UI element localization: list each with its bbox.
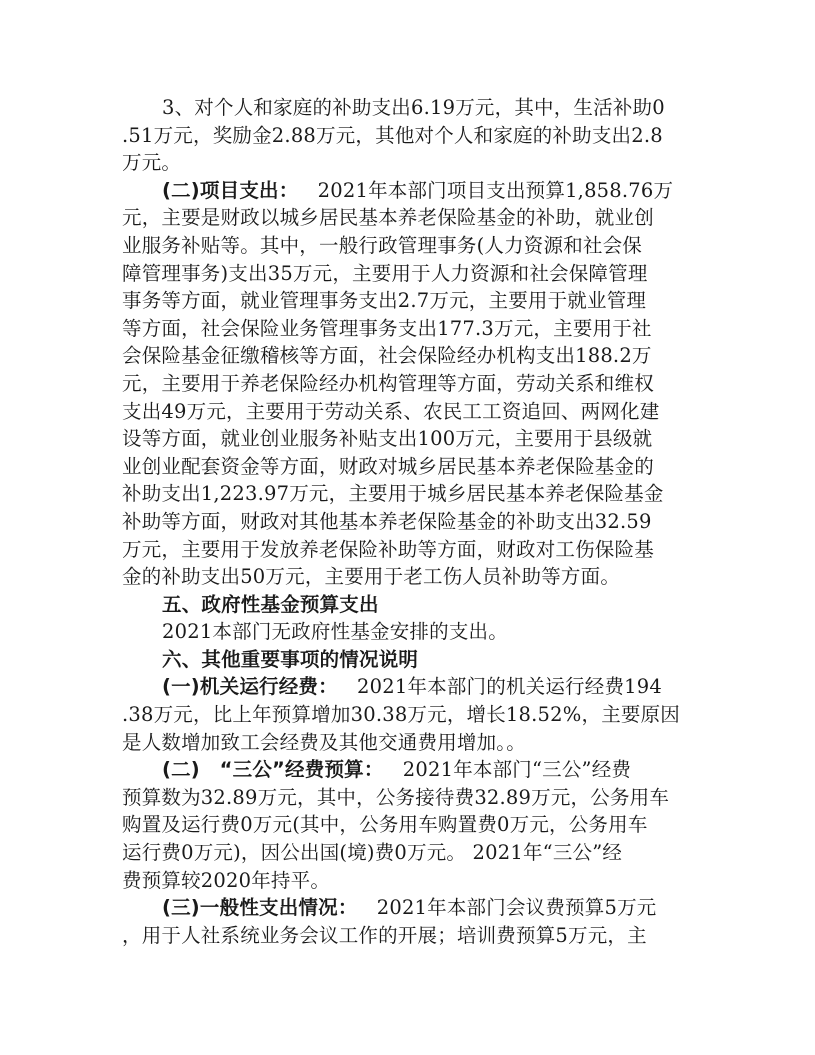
- paragraph-text: 2021年本部门“三公”经费: [402, 758, 632, 782]
- paragraph-line: 支出49万元，主要用于劳动关系、农民工工资追回、两网化建: [122, 399, 660, 423]
- paragraph-line: 是人数增加致工会经费及其他交通费用增加。。: [122, 730, 526, 754]
- paragraph-line: 费预算较2020年持平。: [122, 868, 331, 892]
- paragraph-line: 2021本部门无政府性基金安排的支出。: [162, 620, 508, 644]
- paragraph-line: 会保险基金征缴稽核等方面，社会保险经办机构支出188.2万: [122, 344, 652, 368]
- project-expense-first-line: [122, 177, 702, 205]
- paragraph-line: 等方面，社会保险业务管理事务支出177.3万元，主要用于社: [122, 316, 652, 340]
- paragraph-line: 障管理事务)支出35万元，主要用于人力资源和社会保障管理: [122, 261, 648, 285]
- paragraph-text: 2021年本部门的机关运行经费194: [357, 675, 662, 699]
- paragraph-line: 设等方面，就业创业服务补贴支出100万元，主要用于县级就: [122, 427, 653, 451]
- paragraph-line: 元，主要用于养老保险经办机构管理等方面，劳动关系和维权: [122, 371, 654, 395]
- paragraph-line: 事务等方面，就业管理事务支出2.7万元，主要用于就业管理: [122, 289, 647, 313]
- three-public-first-line: [122, 756, 702, 784]
- paragraph-line: 补助等方面，财政对其他基本养老保险基金的补助支出32.59: [122, 509, 652, 533]
- three-public-heading: (二) “三公”经费预算：: [162, 758, 384, 782]
- paragraph-line: .38万元，比上年预算增加30.38万元，增长18.52%，主要原因: [122, 703, 680, 727]
- paragraph-line: 补助支出1,223.97万元，主要用于城乡居民基本养老保险基金: [122, 482, 664, 506]
- paragraph-text: 2021年本部门项目支出预算1,858.76万: [317, 178, 674, 202]
- paragraph-line: 业服务补贴等。其中，一般行政管理事务(人力资源和社会保: [122, 233, 643, 257]
- paragraph-line: 预算数为32.89万元，其中，公务接待费32.89万元，公务用车: [122, 785, 670, 809]
- paragraph-line: 业创业配套资金等方面，财政对城乡居民基本养老保险基金的: [122, 454, 654, 478]
- section-heading: 六、其他重要事项的情况说明: [162, 647, 419, 671]
- paragraph-line: 运行费0万元)，因公出国(境)费0万元。 2021年“三公”经: [122, 841, 623, 865]
- general-expense-first-line: [122, 894, 702, 922]
- paragraph-line: 购置及运行费0万元(其中，公务用车购置费0万元，公务用车: [122, 813, 648, 837]
- paragraph-line: 金的补助支出50万元，主要用于老工伤人员补助等方面。: [122, 565, 621, 589]
- org-expense-first-line: [122, 673, 702, 701]
- paragraph-text: 2021年本部门会议费预算5万元: [376, 896, 657, 920]
- project-expense-heading: (二)项目支出：: [162, 178, 299, 202]
- general-expense-heading: (三)一般性支出情况：: [162, 896, 358, 920]
- document-page: [122, 94, 702, 949]
- section-heading: 五、政府性基金预算支出: [162, 592, 379, 616]
- org-expense-heading: (一)机关运行经费：: [162, 675, 338, 699]
- paragraph-line: .51万元，奖励金2.88万元，其他对个人和家庭的补助支出2.8: [122, 123, 663, 147]
- paragraph-line: 万元，主要用于发放养老保险补助等方面，财政对工伤保险基: [122, 537, 654, 561]
- paragraph-line: 万元。: [122, 151, 182, 175]
- paragraph-line: ，用于人社系统业务会议工作的开展；培训费预算5万元，主: [122, 923, 647, 947]
- paragraph-line: 元，主要是财政以城乡居民基本养老保险基金的补助，就业创: [122, 206, 654, 230]
- paragraph-line: 3、对个人和家庭的补助支出6.19万元，其中，生活补助0: [162, 96, 665, 119]
